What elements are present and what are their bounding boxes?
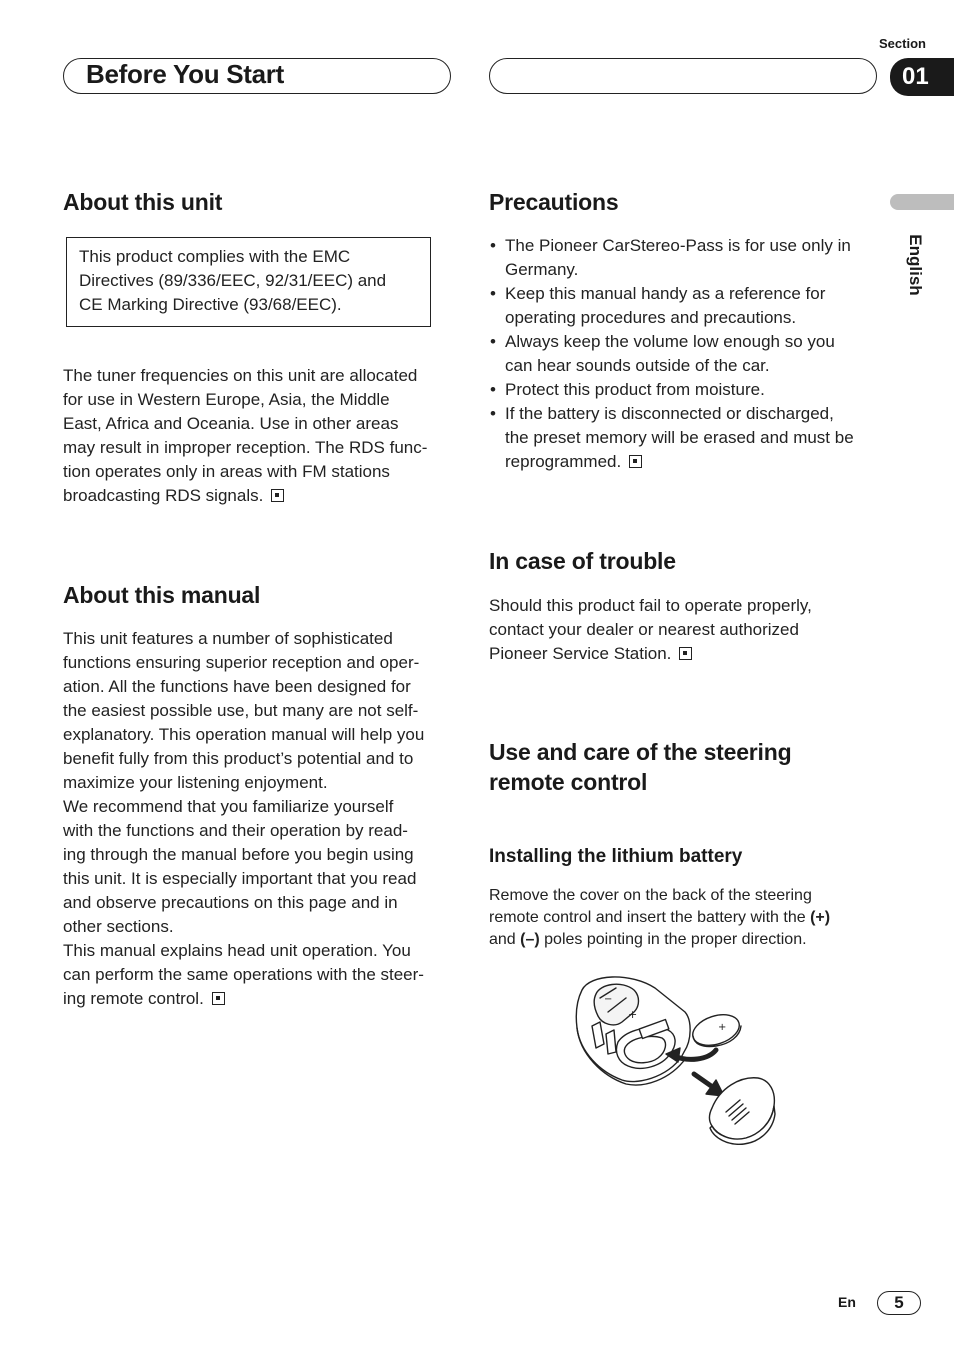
lithium-battery-icon bbox=[689, 1009, 743, 1050]
paragraph-line: Should this product fail to operate properly, bbox=[489, 596, 812, 615]
language-tab-marker bbox=[890, 194, 954, 210]
header-empty-frame bbox=[489, 58, 877, 94]
section-number-badge bbox=[890, 58, 954, 96]
paragraph-line: functions ensuring superior reception and oper- bbox=[63, 653, 420, 672]
trouble-paragraph bbox=[489, 594, 884, 666]
battery-instructions bbox=[489, 885, 889, 951]
list-item bbox=[490, 402, 890, 474]
installing-battery-subheading: Installing the lithium battery bbox=[489, 846, 743, 867]
page-number: 5 bbox=[894, 1293, 904, 1312]
paragraph-line bbox=[63, 484, 455, 508]
paragraph-line: this unit. It is especially important that you read bbox=[63, 869, 417, 888]
list-item-line: • If the battery is disconnected or discharged, bbox=[505, 404, 834, 423]
about-manual-heading: About this manual bbox=[63, 582, 261, 608]
paragraph-line: We recommend that you familiarize yourself bbox=[63, 797, 394, 816]
box-line: This product complies with the EMC bbox=[79, 247, 351, 266]
list-item bbox=[490, 378, 890, 402]
about-manual-paragraph bbox=[63, 627, 455, 1011]
list-item-line: • Always keep the volume low enough so you bbox=[505, 332, 835, 351]
plus-pole-symbol: (+) bbox=[810, 909, 831, 926]
section-label: Section bbox=[879, 36, 926, 51]
precautions-heading: Precautions bbox=[489, 189, 619, 215]
trouble-heading: In case of trouble bbox=[489, 548, 676, 574]
paragraph-line: the easiest possible use, but many are not self- bbox=[63, 701, 419, 720]
list-item-line: Germany. bbox=[505, 260, 579, 279]
list-item-text: reprogrammed. bbox=[505, 452, 622, 471]
paragraph-line: explanatory. This operation manual will help you bbox=[63, 725, 425, 744]
steering-remote-heading bbox=[489, 737, 791, 797]
page-title: Before You Start bbox=[86, 59, 284, 89]
end-of-section-icon bbox=[212, 992, 225, 1005]
paragraph-line bbox=[63, 987, 455, 1011]
emc-compliance-box bbox=[66, 237, 431, 327]
paragraph-line: ing through the manual before you begin using bbox=[63, 845, 414, 864]
paragraph-line: tion operates only in areas with FM stations bbox=[63, 462, 390, 481]
remote-control-icon bbox=[576, 977, 690, 1085]
about-unit-paragraph bbox=[63, 364, 455, 508]
paragraph-line: This unit features a number of sophisticated bbox=[63, 629, 393, 648]
paragraph-text: remote control and insert the battery with the bbox=[489, 909, 811, 926]
paragraph-line bbox=[489, 929, 889, 951]
paragraph-line: benefit fully from this product’s potential and to bbox=[63, 749, 414, 768]
paragraph-line: The tuner frequencies on this unit are allocated bbox=[63, 366, 418, 385]
end-of-section-icon bbox=[679, 647, 692, 660]
svg-text:+: + bbox=[718, 1022, 727, 1033]
minus-pole-symbol: (–) bbox=[520, 931, 540, 948]
section-number: 01 bbox=[902, 63, 929, 90]
end-of-section-icon bbox=[271, 489, 284, 502]
list-item-line bbox=[505, 450, 890, 474]
paragraph-line: with the functions and their operation by read- bbox=[63, 821, 408, 840]
paragraph-line: This manual explains head unit operation. You bbox=[63, 941, 411, 960]
paragraph-line: and observe precautions on this page and in bbox=[63, 893, 398, 912]
remote-battery-illustration bbox=[570, 970, 785, 1145]
end-of-section-icon bbox=[629, 455, 642, 468]
list-item-line: • The Pioneer CarStereo-Pass is for use only in bbox=[505, 236, 851, 255]
paragraph-line: Remove the cover on the back of the steering bbox=[489, 887, 812, 904]
list-item-line: the preset memory will be erased and must be bbox=[505, 428, 854, 447]
paragraph-line: may result in improper reception. The RDS func- bbox=[63, 438, 428, 457]
list-item-line: operating procedures and precautions. bbox=[505, 308, 797, 327]
paragraph-line bbox=[489, 907, 889, 929]
paragraph-line bbox=[489, 642, 884, 666]
list-item bbox=[490, 282, 890, 330]
precautions-list bbox=[490, 234, 890, 474]
list-item-line: can hear sounds outside of the car. bbox=[505, 356, 770, 375]
paragraph-line: for use in Western Europe, Asia, the Middle bbox=[63, 390, 390, 409]
paragraph-line: other sections. bbox=[63, 917, 174, 936]
list-item-line: • Keep this manual handy as a reference for bbox=[505, 284, 826, 303]
paragraph-text: poles pointing in the proper direction. bbox=[539, 931, 807, 948]
box-line: Directives (89/336/EEC, 92/31/EEC) and bbox=[79, 271, 387, 290]
paragraph-line: East, Africa and Oceania. Use in other areas bbox=[63, 414, 399, 433]
page-number-badge bbox=[877, 1291, 921, 1315]
list-item-line: • Protect this product from moisture. bbox=[505, 380, 765, 399]
paragraph-text: and bbox=[489, 931, 521, 948]
paragraph-line: ation. All the functions have been designed for bbox=[63, 677, 411, 696]
box-line: CE Marking Directive (93/68/EEC). bbox=[79, 295, 342, 314]
remove-arrow-icon bbox=[694, 1074, 724, 1096]
paragraph-line: contact your dealer or nearest authorized bbox=[489, 620, 799, 639]
paragraph-text: Pioneer Service Station. bbox=[489, 644, 672, 663]
paragraph-line: maximize your listening enjoyment. bbox=[63, 773, 328, 792]
language-tab-label: English bbox=[906, 234, 925, 296]
paragraph-line: can perform the same operations with the steer- bbox=[63, 965, 424, 984]
about-unit-heading: About this unit bbox=[63, 189, 223, 215]
paragraph-text: ing remote control. bbox=[63, 989, 204, 1008]
svg-text:−: − bbox=[604, 994, 613, 1005]
list-item bbox=[490, 234, 890, 282]
heading-line: remote control bbox=[489, 769, 648, 795]
paragraph-text: broadcasting RDS signals. bbox=[63, 486, 264, 505]
list-item bbox=[490, 330, 890, 378]
heading-line: Use and care of the steering bbox=[489, 739, 792, 765]
footer-language: En bbox=[838, 1294, 856, 1310]
svg-text:+: + bbox=[628, 1008, 638, 1021]
